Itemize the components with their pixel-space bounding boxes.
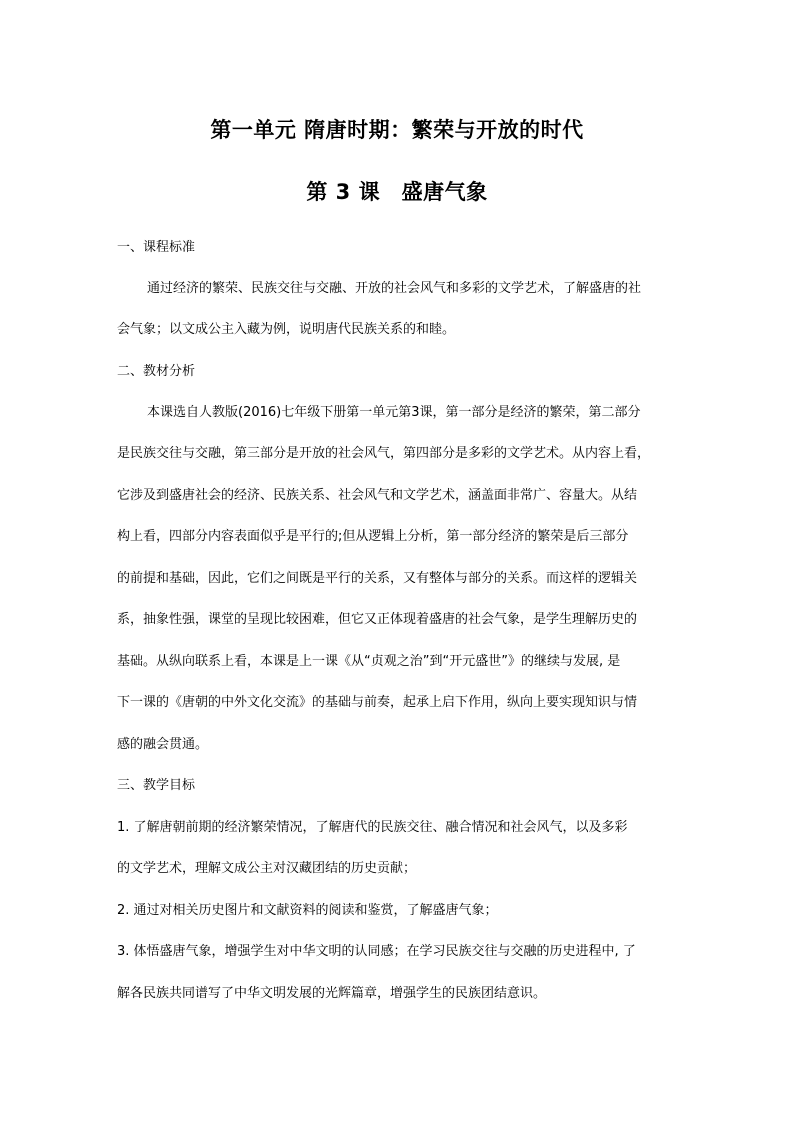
objective-line: 的文学艺术，理解文成公主对汉藏团结的历史贡献； [117, 861, 417, 876]
lesson-title: 第 3 课 盛唐气象 [306, 180, 488, 204]
paragraph-line: 会气象；以文成公主入藏为例，说明唐代民族关系的和睦。 [117, 322, 456, 337]
objective-line: 解各民族共同谱写了中华文明发展的光辉篇章，增强学生的民族团结意识。 [117, 986, 547, 1001]
paragraph-line: 的前提和基础，因此，它们之间既是平行的关系，又有整体与部分的关系。而这样的逻辑关 [117, 571, 638, 586]
unit-title: 第一单元 隋唐时期：繁荣与开放的时代 [210, 118, 584, 142]
paragraph-line: 系，抽象性强，课堂的呈现比较困难，但它又正体现着盛唐的社会气象，是学生理解历史的 [117, 612, 638, 627]
section-heading-textbook-analysis: 二、教材分析 [117, 364, 196, 379]
section-heading-teaching-objectives: 三、教学目标 [117, 778, 196, 793]
paragraph-line: 是民族交往与交融，第三部分是开放的社会风气，第四部分是多彩的文学艺术。从内容上看， [117, 446, 651, 461]
paragraph-line: 它涉及到盛唐社会的经济、民族关系、社会风气和文学艺术，涵盖面非常广、容量大。从结 [117, 488, 638, 503]
objective-line: 3. 体悟盛唐气象，增强学生对中华文明的认同感；在学习民族交往与交融的历史进程中, 了 [117, 944, 636, 959]
paragraph-line: 构上看，四部分内容表面似乎是平行的;但从逻辑上分析，第一部分经济的繁荣是后三部分 [117, 529, 629, 544]
objective-line: 1. 了解唐朝前期的经济繁荣情况，了解唐代的民族交往、融合情况和社会风气，以及多彩 [117, 820, 628, 835]
paragraph-line: 下一课的《唐朝的中外文化交流》的基础与前奏，起承上启下作用，纵向上要实现知识与情 [117, 695, 638, 710]
paragraph-line: 基础。从纵向联系上看，本课是上一课《从“贞观之治”到“开元盛世”》的继续与发展, 是 [117, 654, 621, 669]
paragraph-line: 通过经济的繁荣、民族交往与交融、开放的社会风气和多彩的文学艺术，了解盛唐的社 [147, 281, 642, 296]
paragraph-line: 本课选自人教版(2016)七年级下册第一单元第3课，第一部分是经济的繁荣，第二部分 [147, 405, 641, 420]
objective-line: 2. 通过对相关历史图片和文献资料的阅读和鉴赏，了解盛唐气象； [117, 903, 498, 918]
paragraph-line: 感的融会贯通。 [117, 737, 209, 752]
section-heading-curriculum-standard: 一、课程标准 [117, 240, 196, 255]
